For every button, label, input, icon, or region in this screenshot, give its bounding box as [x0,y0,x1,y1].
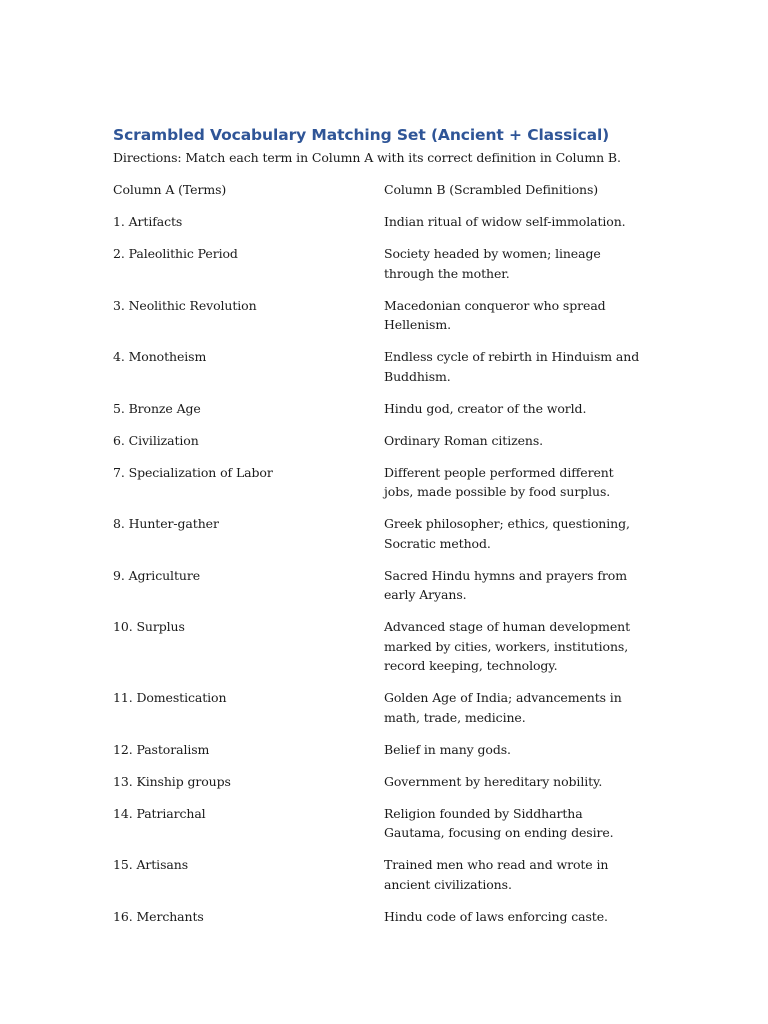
definition-cell: Different people performed different jobs, made possible by food surplus. [384,464,614,499]
table-row [113,399,673,419]
term-cell: 5. Bronze Age [113,400,201,416]
definition-cell: Macedonian conqueror who spread Hellenism. [384,297,606,332]
table-row [113,855,673,894]
table-row [113,463,673,502]
term-cell: 12. Pastoralism [113,741,210,757]
directions-text: Directions: Match each term in Column A with its correct definition in Column B. [113,150,621,165]
table-row [113,772,673,792]
definition-cell: Religion founded by Siddhartha Gautama, focusing on ending desire. [384,805,614,840]
table-row [113,296,673,335]
definition-cell: Hindu god, creator of the world. [384,400,587,416]
definition-cell: Ordinary Roman citizens. [384,432,544,448]
term-cell: 7. Specialization of Labor [113,464,273,480]
column-b-header: Column B (Scrambled Definitions) [384,182,599,197]
term-cell: 1. Artifacts [113,214,183,229]
definition-cell: Sacred Hindu hymns and prayers from early Aryans. [384,567,627,602]
definition-cell: Golden Age of India; advancements in math, trade, medicine. [384,690,622,725]
table-row [113,907,673,927]
definition-cell: Indian ritual of widow self-immolation. [384,214,626,229]
table-row [113,212,673,232]
table-row [113,617,673,676]
term-cell: 14. Patriarchal [113,805,206,821]
term-cell: 2. Paleolithic Period [113,246,238,261]
table-row [113,244,673,283]
table-row [113,804,673,843]
table-row [113,514,673,553]
table-row [113,688,673,727]
column-headers [113,180,673,200]
term-cell: 16. Merchants [113,908,204,924]
definition-cell: Advanced stage of human development marked by cities, workers, institutions, record keeping, technology. [384,619,630,673]
term-cell: 13. Kinship groups [113,773,231,789]
term-cell: 15. Artisans [113,857,189,872]
term-cell: 8. Hunter-gather [113,516,219,531]
table-row [113,431,673,451]
table-row [113,740,673,760]
definition-cell: Trained men who read and wrote in ancient civilizations. [384,857,609,892]
definition-cell: Government by hereditary nobility. [384,773,603,789]
term-cell: 9. Agriculture [113,567,200,583]
definition-cell: Society headed by women; lineage through the mother. [384,246,601,281]
term-cell: 3. Neolithic Revolution [113,297,257,313]
column-a-header: Column A (Terms) [113,182,227,197]
table-row [113,347,673,386]
term-cell: 4. Monotheism [113,349,207,364]
term-cell: 6. Civilization [113,432,199,448]
definition-cell: Hindu code of laws enforcing caste. [384,908,608,924]
definition-cell: Greek philosopher; ethics, questioning, Socratic method. [384,516,630,551]
document-page [113,124,673,939]
document-title: Scrambled Vocabulary Matching Set (Ancient + Classical) [113,126,610,144]
definition-cell: Belief in many gods. [384,741,511,757]
term-cell: 10. Surplus [113,619,185,634]
table-row [113,566,673,605]
definition-cell: Endless cycle of rebirth in Hinduism and Buddhism. [384,349,640,384]
matching-table [113,180,673,926]
term-cell: 11. Domestication [113,690,227,705]
